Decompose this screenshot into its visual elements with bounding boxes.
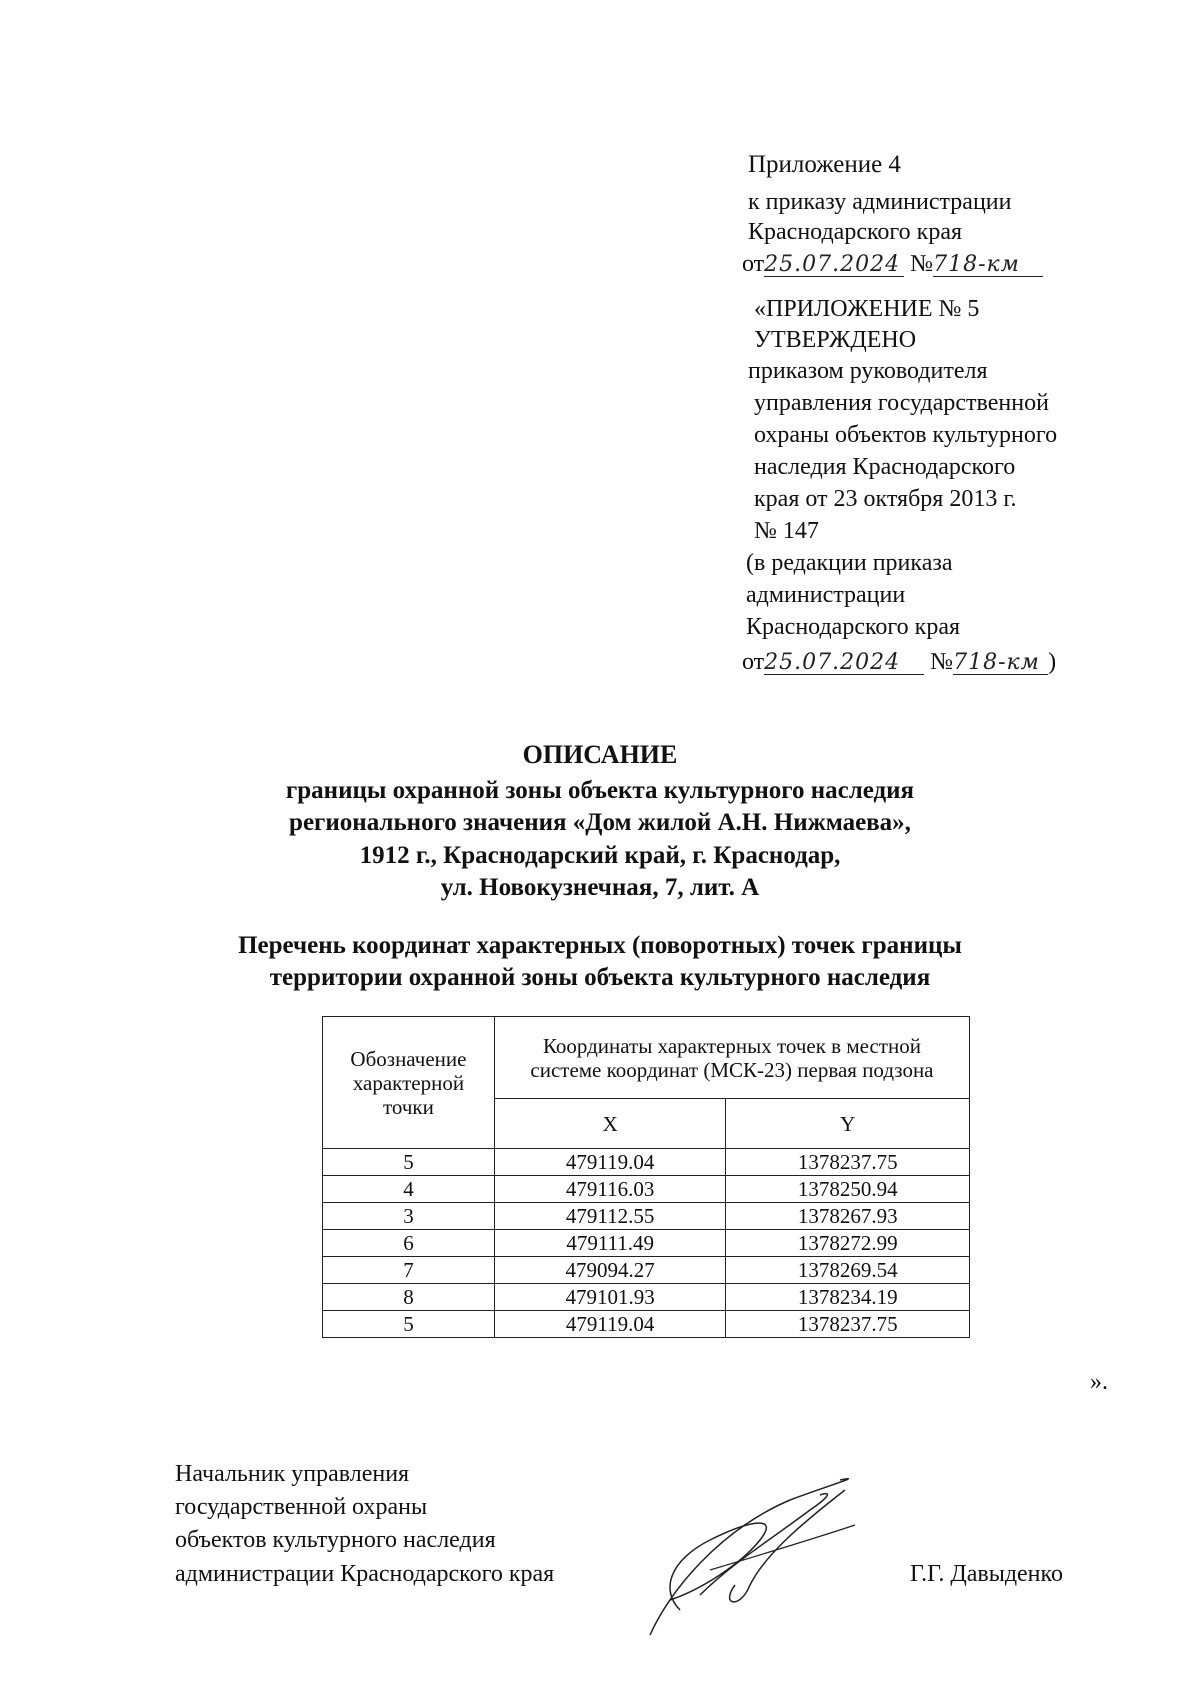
heading-line-3: 1912 г., Краснодарский край, г. Краснодар, [359, 842, 841, 869]
approval-line-7: края от 23 октября 2013 г. [754, 486, 1017, 512]
coordinates-table [322, 1016, 970, 1338]
approval-line-11: Краснодарского края [746, 614, 961, 640]
appendix-line-1: к приказу администрации [748, 189, 1012, 215]
appendix-handwritten-number: 718-км [933, 254, 1043, 277]
appendix-handwritten-date: 25.07.2024 [764, 254, 904, 277]
subheading-line-2: территории охранной зоны объекта культурного наследия [269, 964, 931, 991]
point-cell: 7 [323, 1257, 495, 1284]
y-cell: 1378250.94 [726, 1176, 970, 1203]
header-x: X [494, 1099, 726, 1149]
y-cell: 1378234.19 [726, 1284, 970, 1311]
heading-line-1: границы охранной зоны объекта культурного наследия [285, 777, 915, 804]
approval-close-paren: ) [1048, 649, 1057, 675]
y-cell: 1378269.54 [726, 1257, 970, 1284]
point-cell: 5 [323, 1149, 495, 1176]
point-cell: 6 [323, 1230, 495, 1257]
y-cell: 1378267.93 [726, 1203, 970, 1230]
signatory-line-4: администрации Краснодарского края [175, 1561, 555, 1587]
approval-line-4: управления государственной [754, 390, 1049, 416]
point-cell: 8 [323, 1284, 495, 1311]
signatory-line-1: Начальник управления [175, 1461, 410, 1487]
approval-line-2: УТВЕРЖДЕНО [754, 327, 917, 353]
point-cell: 4 [323, 1176, 495, 1203]
x-cell: 479101.93 [494, 1284, 726, 1311]
approval-handwritten-number: 718-км [953, 652, 1048, 675]
x-cell: 479112.55 [494, 1203, 726, 1230]
x-cell: 479111.49 [494, 1230, 726, 1257]
x-cell: 479119.04 [494, 1311, 726, 1338]
appendix-title: Приложение 4 [748, 151, 901, 178]
appendix-number-prefix: № [910, 251, 934, 277]
header-point: Обозначение характерной точки [323, 1017, 495, 1149]
point-cell: 3 [323, 1203, 495, 1230]
appendix-date-line [742, 250, 1043, 279]
appendix-date-prefix: от [742, 251, 765, 277]
point-cell: 5 [323, 1311, 495, 1338]
closing-quote-mark: ». [1090, 1369, 1108, 1395]
subheading-line-1: Перечень координат характерных (поворотных) точек границы [238, 932, 962, 959]
approval-date-line [742, 648, 1056, 677]
approval-handwritten-date: 25.07.2024 [764, 652, 924, 675]
signatory-name: Г.Г. Давыденко [910, 1561, 1063, 1587]
approval-line-9: (в редакции приказа [746, 550, 953, 576]
approval-number-prefix: № [930, 649, 954, 675]
approval-line-10: администрации [746, 582, 906, 608]
y-cell: 1378272.99 [726, 1230, 970, 1257]
table-row [323, 1311, 970, 1338]
table-row [323, 1257, 970, 1284]
table-row [323, 1149, 970, 1176]
y-cell: 1378237.75 [726, 1149, 970, 1176]
table-row [323, 1230, 970, 1257]
approval-line-5: охраны объектов культурного [754, 422, 1058, 448]
table-row [323, 1176, 970, 1203]
appendix-line-2: Краснодарского края [748, 219, 963, 245]
y-cell: 1378237.75 [726, 1311, 970, 1338]
approval-date-prefix: от [742, 649, 765, 675]
header-y: Y [726, 1099, 970, 1149]
approval-line-8: № 147 [754, 518, 819, 544]
heading-line-2: регионального значения «Дом жилой А.Н. Нижмаева», [289, 809, 911, 836]
signatory-line-2: государственной охраны [175, 1494, 428, 1520]
header-coordinates: Координаты характерных точек в местной системе координат (МСК-23) первая подзона [494, 1017, 969, 1099]
heading-line-4: ул. Новокузнечная, 7, лит. А [440, 874, 760, 901]
table-row [323, 1284, 970, 1311]
signatory-line-3: объектов культурного наследия [175, 1527, 496, 1553]
approval-line-1: «ПРИЛОЖЕНИЕ № 5 [754, 296, 980, 322]
x-cell: 479119.04 [494, 1149, 726, 1176]
x-cell: 479116.03 [494, 1176, 726, 1203]
table-row [323, 1203, 970, 1230]
approval-line-6: наследия Краснодарского [754, 454, 1016, 480]
handwritten-signature [640, 1470, 870, 1645]
document-title: ОПИСАНИЕ [522, 740, 678, 769]
x-cell: 479094.27 [494, 1257, 726, 1284]
approval-line-3: приказом руководителя [748, 358, 988, 384]
